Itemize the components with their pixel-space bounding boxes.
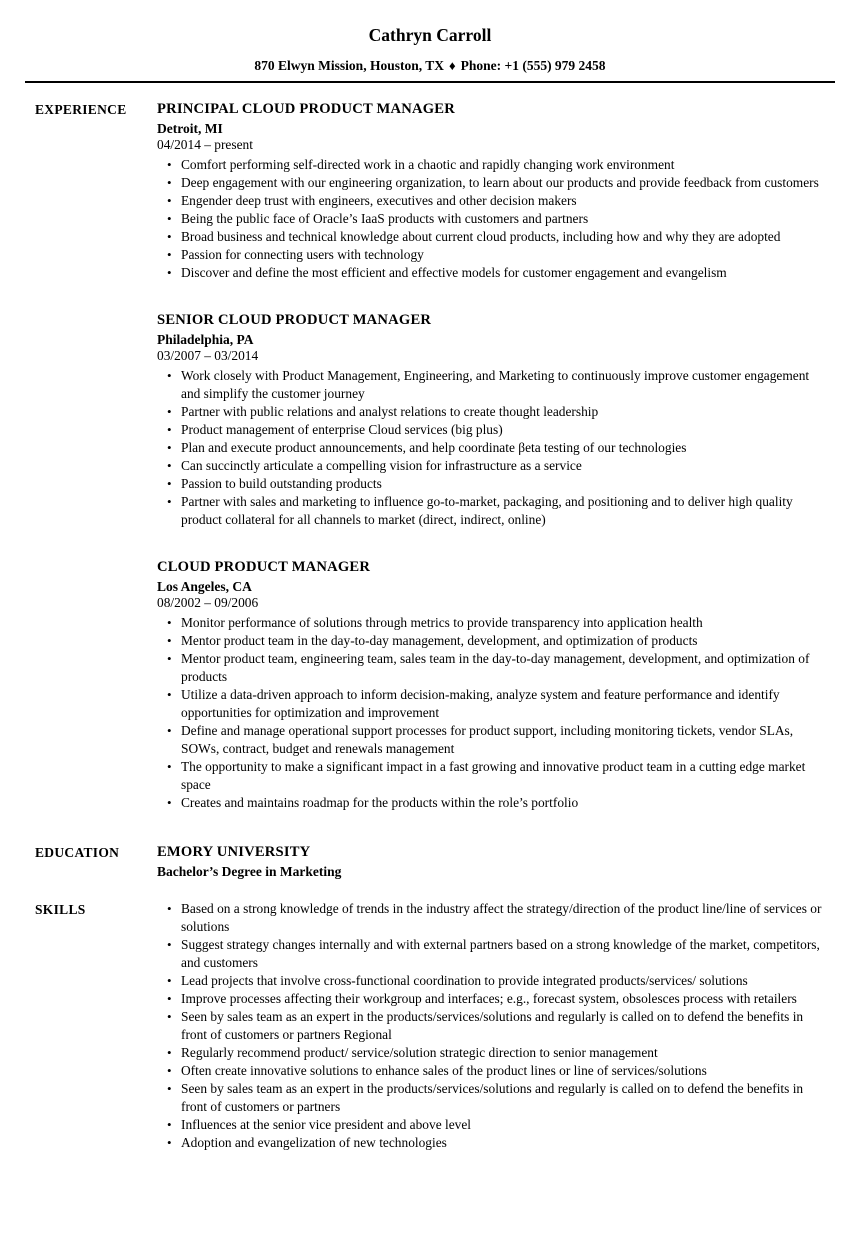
skills-bullet-list <box>157 900 830 1152</box>
bullet-item: • Improve processes affecting their workgroup and interfaces; e.g., forecast system, obsolesces process with retailers <box>157 990 830 1008</box>
bullet-item: • Broad business and technical knowledge about current cloud products, including how and why they are adopted <box>157 228 830 246</box>
bullet-item: • Influences at the senior vice president and above level <box>157 1116 830 1134</box>
bullet-item: • Adoption and evangelization of new technologies <box>157 1134 830 1152</box>
contact-line <box>0 58 860 74</box>
resume-body <box>0 83 860 1152</box>
bullet-item: • Partner with public relations and analyst relations to create thought leadership <box>157 403 830 421</box>
bullet-item: • Partner with sales and marketing to influence go-to-market, packaging, and positioning and to deliver high quality product collateral for all channels to market (direct, indirect, online) <box>157 493 830 529</box>
job-entry <box>157 100 830 282</box>
person-name: Cathryn Carroll <box>368 25 492 45</box>
bullet-item: • Deep engagement with our engineering organization, to learn about our products and provide feedback from customers <box>157 174 830 192</box>
bullet-item: • Passion to build outstanding products <box>157 475 830 493</box>
address-text: 870 Elwyn Mission, Houston, TX <box>254 58 444 73</box>
job-bullet-list <box>157 156 830 282</box>
bullet-item: • Utilize a data-driven approach to inform decision-making, analyze system and feature performance and identify opportunities for optimization and improvement <box>157 686 830 722</box>
skills-section-label: SKILLS <box>35 902 86 917</box>
bullet-item: • Define and manage operational support processes for product support, including monitoring tickets, vendor SLAs, SOWs, contract, budget and renewals management <box>157 722 830 758</box>
bullet-item: • Mentor product team in the day-to-day management, development, and optimization of products <box>157 632 830 650</box>
job-dates: 04/2014 – present <box>157 137 253 152</box>
bullet-item: • Being the public face of Oracle’s IaaS products with customers and partners <box>157 210 830 228</box>
education-content <box>157 843 830 881</box>
bullet-item: • Based on a strong knowledge of trends in the industry affect the strategy/direction of the product line/line of services or solutions <box>157 900 830 936</box>
job-title: CLOUD PRODUCT MANAGER <box>157 559 371 575</box>
bullet-item: • Engender deep trust with engineers, executives and other decision makers <box>157 192 830 210</box>
job-location: Los Angeles, CA <box>157 579 252 594</box>
bullet-item: • Product management of enterprise Cloud services (big plus) <box>157 421 830 439</box>
resume-header <box>0 0 860 74</box>
skills-content <box>157 900 830 1152</box>
bullet-item: • Can succinctly articulate a compelling vision for infrastructure as a service <box>157 457 830 475</box>
job-bullet-list <box>157 367 830 529</box>
job-title: PRINCIPAL CLOUD PRODUCT MANAGER <box>157 101 455 117</box>
diamond-separator-icon: ♦ <box>448 58 456 73</box>
job-location: Philadelphia, PA <box>157 332 254 347</box>
education-section <box>35 843 830 881</box>
bullet-item: • Lead projects that involve cross-functional coordination to provide integrated products/services/ solutions <box>157 972 830 990</box>
job-entry <box>157 311 830 529</box>
bullet-item: • Often create innovative solutions to enhance sales of the product lines or line of services/solutions <box>157 1062 830 1080</box>
job-bullet-list <box>157 614 830 812</box>
experience-section <box>35 100 830 812</box>
job-entry <box>157 558 830 812</box>
bullet-item: • Suggest strategy changes internally and with external partners based on a strong knowledge of the market, competitors, and customers <box>157 936 830 972</box>
bullet-item: • Seen by sales team as an expert in the products/services/solutions and regularly is called on to defend the benefits in front of customers or partners Regional <box>157 1008 830 1044</box>
bullet-item: • Passion for connecting users with technology <box>157 246 830 264</box>
bullet-item: • Comfort performing self-directed work in a chaotic and rapidly changing work environment <box>157 156 830 174</box>
job-dates: 03/2007 – 03/2014 <box>157 348 259 363</box>
degree-name: Bachelor’s Degree in Marketing <box>157 864 342 879</box>
bullet-item: • Regularly recommend product/ service/solution strategic direction to senior management <box>157 1044 830 1062</box>
bullet-item: • Discover and define the most efficient and effective models for customer engagement and evangelism <box>157 264 830 282</box>
experience-content <box>157 100 830 812</box>
job-title: SENIOR CLOUD PRODUCT MANAGER <box>157 312 432 328</box>
bullet-item: • Creates and maintains roadmap for the products within the role’s portfolio <box>157 794 830 812</box>
bullet-item: • Plan and execute product announcements, and help coordinate βeta testing of our technologies <box>157 439 830 457</box>
bullet-item: • Work closely with Product Management, Engineering, and Marketing to continuously improve customer engagement and simplify the customer journey <box>157 367 830 403</box>
bullet-item: • Seen by sales team as an expert in the products/services/solutions and regularly is called on to defend the benefits in front of customers or partners <box>157 1080 830 1116</box>
education-section-label: EDUCATION <box>35 845 120 860</box>
job-dates: 08/2002 – 09/2006 <box>157 595 259 610</box>
bullet-item: • Monitor performance of solutions through metrics to provide transparency into application health <box>157 614 830 632</box>
skills-section <box>35 900 830 1152</box>
school-name: EMORY UNIVERSITY <box>157 844 311 860</box>
bullet-item: • Mentor product team, engineering team, sales team in the day-to-day management, development, and optimization of products <box>157 650 830 686</box>
bullet-item: • The opportunity to make a significant impact in a fast growing and innovative product team in a cutting edge market space <box>157 758 830 794</box>
experience-section-label: EXPERIENCE <box>35 102 127 117</box>
job-location: Detroit, MI <box>157 121 223 136</box>
phone-text: Phone: +1 (555) 979 2458 <box>460 58 606 73</box>
